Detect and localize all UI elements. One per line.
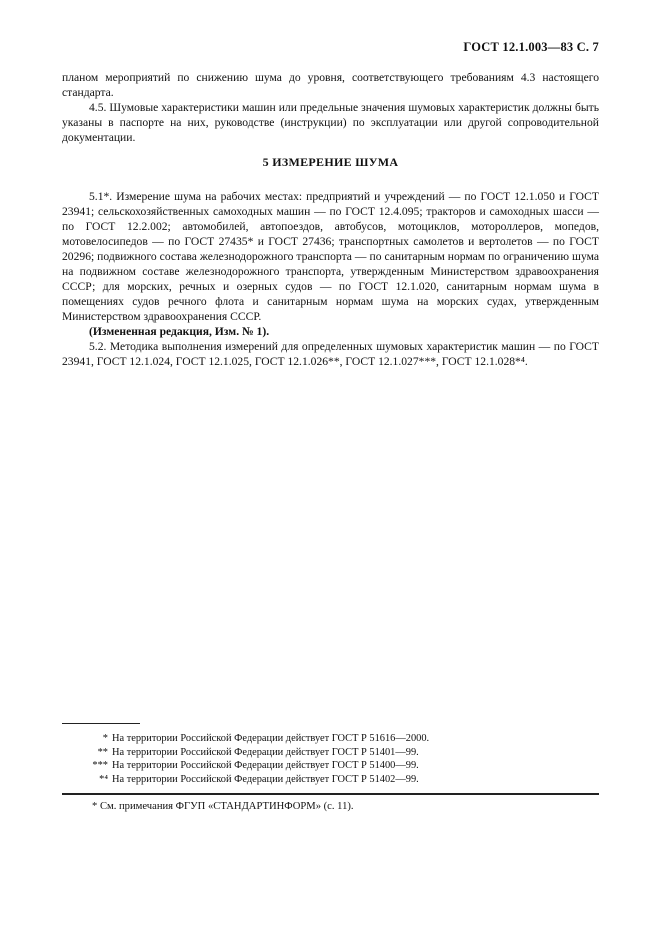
footnote-text: На территории Российской Федерации действует ГОСТ Р 51401—99.	[112, 746, 419, 758]
bottom-separator	[62, 793, 599, 795]
footnote-mark: ***	[92, 760, 108, 772]
footnote-text: На территории Российской Федерации действует ГОСТ Р 51402—99.	[112, 773, 419, 785]
footnote-mark: **	[97, 746, 108, 758]
footnote	[62, 759, 542, 773]
text-block-section-5	[62, 189, 599, 369]
section-title: 5 ИЗМЕРЕНИЕ ШУМА	[262, 155, 399, 169]
revision-note: (Измененная редакция, Изм. № 1).	[89, 325, 270, 338]
paragraph-5-2: 5.2. Методика выполнения измерений для определенных шумовых характеристик машин — по ГОСТ 23941, ГОСТ 12.1.024, ГОСТ 12.1.025, ГОСТ 12.1.026**, ГОСТ 12.1.027***, ГОСТ 12.1.028*⁴.	[62, 340, 599, 368]
page-header: ГОСТ 12.1.003—83 С. 7	[463, 40, 599, 54]
paragraph-continuation: планом мероприятий по снижению шума до уровня, соответствующего требованиям 4.3 настоящего стандарта.	[62, 71, 599, 99]
footnote-text: На территории Российской Федерации действует ГОСТ Р 51616—2000.	[112, 733, 430, 744]
footnote-mark: *⁴	[99, 773, 108, 785]
text-block-intro	[62, 70, 599, 145]
footnote-text: На территории Российской Федерации действует ГОСТ Р 51400—99.	[112, 760, 419, 772]
footnote-mark: *	[102, 733, 108, 744]
footnote	[62, 732, 542, 746]
paragraph-5-1: 5.1*. Измерение шума на рабочих местах: предприятий и учреждений — по ГОСТ 12.1.050 и ГОСТ 23941; сельскохозяйственных самоходных машин — по ГОСТ 12.4.095; тракторов и самоходных шасси — по ГОСТ 12.2.002; автомобилей, автопоездов, автобусов, мотоциклов, мотороллеров, мопедов, мотовелосипедов — по ГОСТ 27435* и ГОСТ 27436; транспортных самолетов и вертолетов — по ГОСТ 20296; подвижного состава железнодорожного транспорта — по санитарным нормам по ограничению шума на подвижном составе железнодорожного транспорта, утвержденным Министерством здравоохранения СССР; для морских, речных и озерных судов — по ГОСТ 12.1.020, санитарным нормам шума в помещениях судов речного флота и санитарным нормам шума на морских судах, утвержденным Министерством здравоохранения СССР.	[62, 190, 599, 323]
paragraph-4-5: 4.5. Шумовые характеристики машин или предельные значения шумовых характеристик должны быть указаны в паспорте на них, руководстве (инструкции) по эксплуатации или другой сопроводительной документации.	[62, 101, 599, 144]
footnotes	[62, 732, 542, 786]
publisher-note: * См. примечания ФГУП «СТАНДАРТИНФОРМ» (с. 11).	[92, 801, 354, 812]
footnote	[62, 746, 542, 760]
footnote	[62, 773, 542, 787]
footnote-separator	[62, 723, 140, 724]
